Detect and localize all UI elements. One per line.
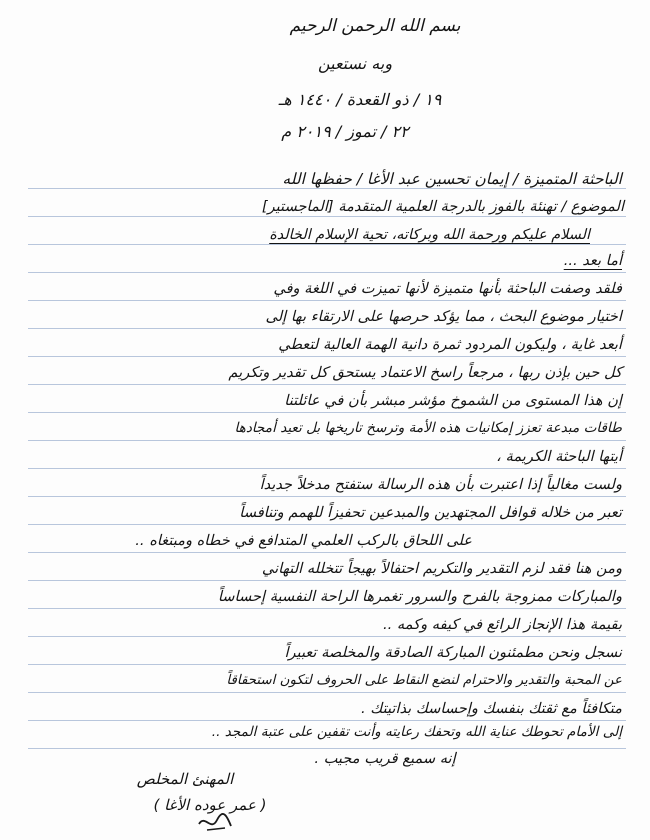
invocation: وبه نستعين: [317, 54, 393, 73]
body-line: تعبر من خلاله قوافل المجتهدين والمبدعين تحفيزاً للهمم وتنافساً: [239, 504, 622, 521]
ruled-line: [28, 272, 626, 273]
ruled-line: [28, 524, 626, 525]
ruled-line: [28, 608, 626, 609]
body-line: ولست مغالياً إذا اعتبرت بأن هذه الرسالة ستفتح مدخلاً جديداً: [259, 476, 622, 493]
closing-prayer: إنه سميع قريب مجيب .: [314, 750, 456, 767]
ruled-line: [28, 356, 626, 357]
date-hijri: ١٩ / ذو القعدة / ١٤٤٠ هـ: [278, 90, 442, 109]
body-line: أيتها الباحثة الكريمة ،: [496, 448, 622, 465]
body-line: فلقد وصفت الباحثة بأنها متميزة لأنها تميزت في اللغة وفي: [273, 280, 622, 297]
body-line: إلى الأمام تحوطك عناية الله وتحفك رعايته وأنت تقفين على عتبة المجد ..: [211, 724, 622, 740]
body-line: والمباركات ممزوجة بالفرح والسرور تغمرها الراحة النفسية إحساساً: [217, 588, 622, 605]
ruled-line: [28, 188, 626, 189]
ruled-line: [28, 496, 626, 497]
body-line: على اللحاق بالركب العلمي المتدافع في خطاه ومبتغاه ..: [135, 532, 472, 549]
ruled-line: [28, 328, 626, 329]
ruled-line: [28, 440, 626, 441]
basmala: بسم الله الرحمن الرحيم: [289, 16, 461, 36]
ruled-line: [28, 244, 626, 245]
opening: أما بعد ...: [563, 252, 622, 269]
body-line: عن المحبة والتقدير والاحترام لنضع النقاط على الحروف لتكون استحقاقاً: [226, 673, 622, 688]
addressee: الباحثة المتميزة / إيمان تحسين عبد الأغا / حفظها الله: [282, 170, 622, 188]
ruled-line: [28, 412, 626, 413]
body-line: متكافئاً مع ثقتك بنفسك وإحساسك بذاتيتك .: [361, 700, 622, 717]
ruled-line: [28, 580, 626, 581]
subject-line: الموضوع / تهنئة بالفوز بالدرجة العلمية المتقدمة [الماجستير]: [261, 198, 624, 215]
body-line: إن هذا المستوى من الشموخ مؤشر مبشر بأن في عائلتنا: [284, 392, 622, 409]
ruled-line: [28, 748, 626, 749]
date-gregorian: ٢٢ / تموز / ٢٠١٩ م: [281, 122, 409, 141]
ruled-line: [28, 300, 626, 301]
body-line: بقيمة هذا الإنجاز الرائع في كيفه وكمه ..: [382, 616, 622, 633]
ruled-line: [28, 468, 626, 469]
body-line: كل حين بإذن ربها ، مرجعاً راسخ الاعتماد يستحق كل تقدير وتكريم: [228, 364, 622, 381]
signature-mark: [195, 806, 235, 836]
body-line: طاقات مبدعة تعزز إمكانيات هذه الأمة وترسخ تاريخها بل تعيد أمجادها: [234, 420, 622, 436]
ruled-line: [28, 664, 626, 665]
closing-title: المهنئ المخلص: [136, 770, 234, 788]
ruled-line: [28, 216, 626, 217]
ruled-line: [28, 636, 626, 637]
ruled-line: [28, 720, 626, 721]
body-line: اختيار موضوع البحث ، مما يؤكد حرصها على الارتقاء بها إلى: [265, 308, 622, 325]
sender-name: ( عمر عوده الأغا ): [153, 796, 267, 814]
body-line: ومن هنا فقد لزم التقدير والتكريم احتفالاً بهيجاً تتخلله التهاني: [261, 560, 622, 577]
body-line: نسجل ونحن مطمئنون المباركة الصادقة والمخلصة تعبيراً: [284, 644, 622, 661]
ruled-line: [28, 384, 626, 385]
ruled-line: [28, 692, 626, 693]
body-line: أبعد غاية ، وليكون المردود ثمرة دانية الهمة العالية لتعطي: [278, 336, 622, 353]
greeting: السلام عليكم ورحمة الله وبركاته، تحية الإسلام الخالدة: [269, 227, 590, 243]
ruled-line: [28, 552, 626, 553]
